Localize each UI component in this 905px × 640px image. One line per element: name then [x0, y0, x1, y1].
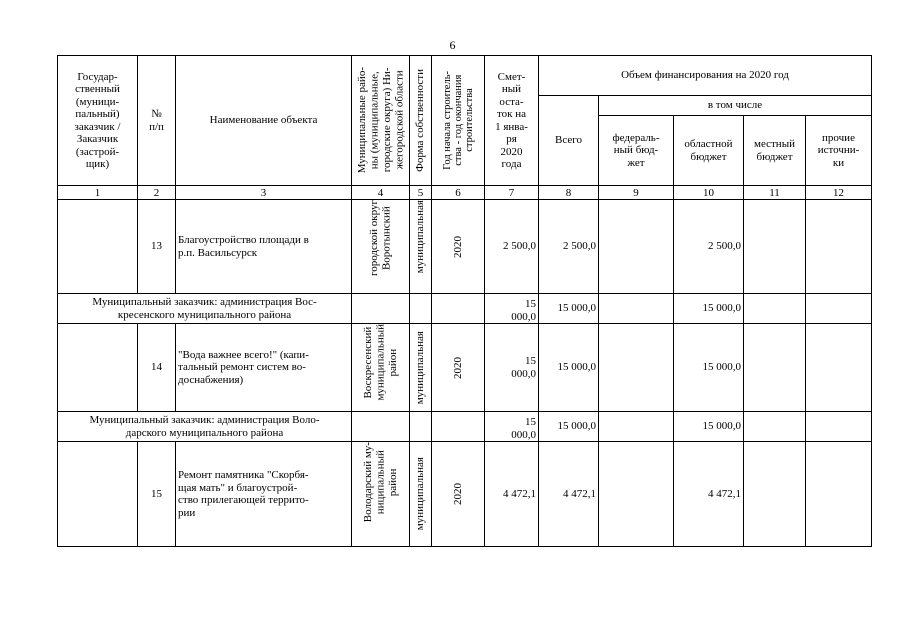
row-num: 14 [138, 324, 176, 412]
other [806, 324, 872, 412]
row-num: 13 [138, 200, 176, 294]
municipality: Володарский му- ниципальный район [352, 442, 410, 547]
local [744, 442, 806, 547]
regional: 15 000,0 [674, 294, 744, 324]
customer-row [58, 412, 872, 442]
table-row [58, 324, 872, 412]
col-number: 12 [806, 186, 872, 200]
ownership: муниципальная [410, 200, 432, 294]
estimate: 15 000,0 [485, 412, 539, 442]
table-row [58, 442, 872, 547]
other [806, 442, 872, 547]
object-name: Ремонт памятника "Скорбя- щая мать" и благоустрой- ство прилегающей террито- рии [176, 442, 352, 547]
header-years: Год начала строитель- ства - год окончания строительства [432, 56, 485, 186]
federal [599, 442, 674, 547]
regional: 15 000,0 [674, 324, 744, 412]
col-number: 6 [432, 186, 485, 200]
customer-label: Муниципальный заказчик: администрация Воло- дарского муниципального района [58, 412, 352, 442]
total: 4 472,1 [539, 442, 599, 547]
ownership: муниципальная [410, 324, 432, 412]
col-number: 7 [485, 186, 539, 200]
total: 15 000,0 [539, 412, 599, 442]
other [806, 200, 872, 294]
estimate: 15 000,0 [485, 294, 539, 324]
header-customer: Государ- ственный (муници- пальный) заказчик / Заказчик (застрой- щик) [58, 56, 138, 186]
header-municipality: Муниципальные райо- ны (муниципальные, городские округа) Ни- жегородской области [352, 56, 410, 186]
header-object-name: Наименование объекта [176, 56, 352, 186]
header-num: № п/п [138, 56, 176, 186]
year: 2020 [432, 324, 485, 412]
col-number: 9 [599, 186, 674, 200]
estimate: 4 472,1 [485, 442, 539, 547]
col-number: 1 [58, 186, 138, 200]
local [744, 324, 806, 412]
header-including: в том числе [599, 96, 872, 116]
header-local: местный бюджет [744, 116, 806, 186]
local [744, 200, 806, 294]
col-number: 2 [138, 186, 176, 200]
header-regional: областной бюджет [674, 116, 744, 186]
col-number: 5 [410, 186, 432, 200]
col-number: 11 [744, 186, 806, 200]
ownership: муниципальная [410, 442, 432, 547]
col-number: 4 [352, 186, 410, 200]
col-number: 10 [674, 186, 744, 200]
col-number: 8 [539, 186, 599, 200]
object-name: Благоустройство площади в р.п. Васильсурск [176, 200, 352, 294]
row-num: 15 [138, 442, 176, 547]
col-number: 3 [176, 186, 352, 200]
header-total: Всего [539, 96, 599, 186]
header-funding: Объем финансирования на 2020 год [539, 56, 872, 96]
regional: 2 500,0 [674, 200, 744, 294]
total: 15 000,0 [539, 294, 599, 324]
municipality: городской округ Воротынский [352, 200, 410, 294]
estimate: 15 000,0 [485, 324, 539, 412]
customer-row [58, 294, 872, 324]
municipality: Воскресенский муниципальный район [352, 324, 410, 412]
object-name: "Вода важнее всего!" (капи- тальный ремонт систем во- доснабжения) [176, 324, 352, 412]
total: 2 500,0 [539, 200, 599, 294]
federal [599, 324, 674, 412]
header-estimate: Смет- ный оста- ток на 1 янва- ря 2020 года [485, 56, 539, 186]
regional: 15 000,0 [674, 412, 744, 442]
header-other: прочие источни- ки [806, 116, 872, 186]
header-ownership: Форма собственности [410, 56, 432, 186]
federal [599, 200, 674, 294]
total: 15 000,0 [539, 324, 599, 412]
page-number: 6 [449, 38, 456, 52]
year: 2020 [432, 442, 485, 547]
table-row [58, 200, 872, 294]
year: 2020 [432, 200, 485, 294]
header-federal: федераль- ный бюд- жет [599, 116, 674, 186]
regional: 4 472,1 [674, 442, 744, 547]
customer-label: Муниципальный заказчик: администрация Вос- кресенского муниципального района [58, 294, 352, 324]
funding-table [57, 55, 872, 547]
estimate: 2 500,0 [485, 200, 539, 294]
